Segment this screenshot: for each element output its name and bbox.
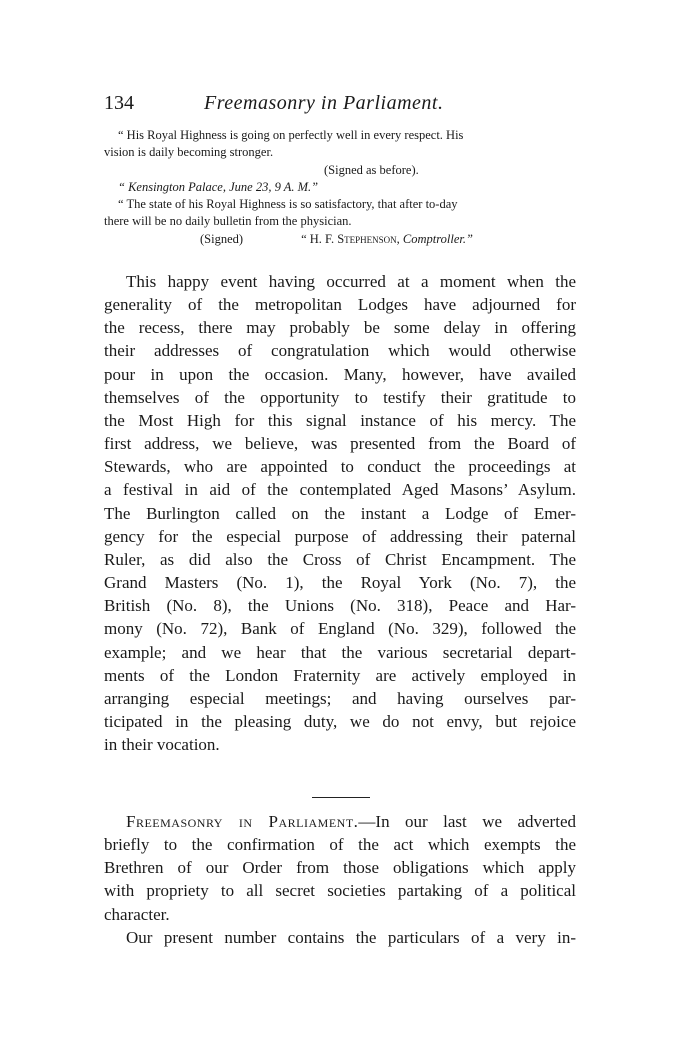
section-heading: Freemasonry in Parliament. bbox=[126, 812, 359, 831]
text-line: arranging especial meetings; and having ourselves par- bbox=[104, 688, 576, 708]
heading-continuation: —In our last we adverted bbox=[358, 812, 576, 831]
text-line: pour in upon the occasion. Many, however, have availed bbox=[104, 364, 576, 384]
text-line: British (No. 8), the Unions (No. 318), Peace and Har- bbox=[104, 596, 576, 616]
text-line: briefly to the confirmation of the act which exempts the bbox=[104, 835, 576, 855]
text-line: their addresses of congratulation which would otherwise bbox=[104, 341, 576, 361]
text-line: example; and we hear that the various secretarial depart- bbox=[104, 642, 576, 662]
quote-signature-note: (Signed as before). bbox=[324, 162, 419, 177]
text-line: Stewards, who are appointed to conduct the proceedings at bbox=[104, 457, 576, 477]
text-line bbox=[104, 810, 576, 833]
text-line: Ruler, as did also the Cross of Christ Encampment. The bbox=[104, 549, 576, 569]
bulletin-quote bbox=[104, 127, 580, 248]
text-line: This happy event having occurred at a moment when the bbox=[126, 272, 576, 291]
running-header bbox=[104, 92, 584, 122]
paragraph-main bbox=[104, 270, 576, 756]
text-line: first address, we believe, was presented from the Board of bbox=[104, 434, 576, 454]
paragraph-freemasonry-in-parliament bbox=[104, 810, 576, 949]
text-line: the Most High for this signal instance of his mercy. The bbox=[104, 410, 576, 430]
text-line: character. bbox=[104, 904, 170, 924]
text-line: Grand Masters (No. 1), the Royal York (No. 7), the bbox=[104, 573, 576, 593]
text-line: gency for the especial purpose of addressing their paternal bbox=[104, 526, 576, 546]
quote-line: there will be no daily bulletin from the physician. bbox=[104, 214, 352, 229]
text-line: Our present number contains the particulars of a very in- bbox=[126, 927, 576, 947]
text-line: with propriety to all secret societies partaking of a political bbox=[104, 881, 576, 901]
quote-line: “ The state of his Royal Highness is so satisfactory, that after to-day bbox=[118, 197, 458, 212]
signatory-name: “ H. F. Stephenson, bbox=[301, 231, 400, 246]
quote-signature bbox=[104, 231, 580, 248]
text-line: ticipated in the pleasing duty, we do not envy, but rejoice bbox=[104, 711, 576, 731]
text-line: in their vocation. bbox=[104, 735, 220, 755]
text-line: Brethren of our Order from those obligations which apply bbox=[104, 858, 576, 878]
signed-label: (Signed) bbox=[200, 231, 244, 246]
text-line: ments of the London Fraternity are actively employed in bbox=[104, 665, 576, 685]
quote-dateline: “ Kensington Palace, June 23, 9 A. M.” bbox=[118, 179, 319, 194]
quote-line: “ His Royal Highness is going on perfectly well in every respect. His bbox=[118, 128, 464, 142]
page-number: 134 bbox=[104, 92, 134, 114]
text-line: the recess, there may probably be some delay in offering bbox=[104, 318, 576, 338]
running-title: Freemasonry in Parliament. bbox=[204, 92, 444, 114]
text-line: The Burlington called on the instant a Lodge of Emer- bbox=[104, 503, 576, 523]
text-line: generality of the metropolitan Lodges have adjourned for bbox=[104, 295, 576, 315]
section-divider bbox=[312, 797, 370, 798]
signatory-title: Comptroller.” bbox=[402, 231, 473, 246]
text-line: themselves of the opportunity to testify their gratitude to bbox=[104, 387, 576, 407]
text-line: a festival in aid of the contemplated Aged Masons’ Asylum. bbox=[104, 480, 576, 500]
text-line: mony (No. 72), Bank of England (No. 329), followed the bbox=[104, 619, 576, 639]
quote-line: vision is daily becoming stronger. bbox=[104, 145, 274, 160]
